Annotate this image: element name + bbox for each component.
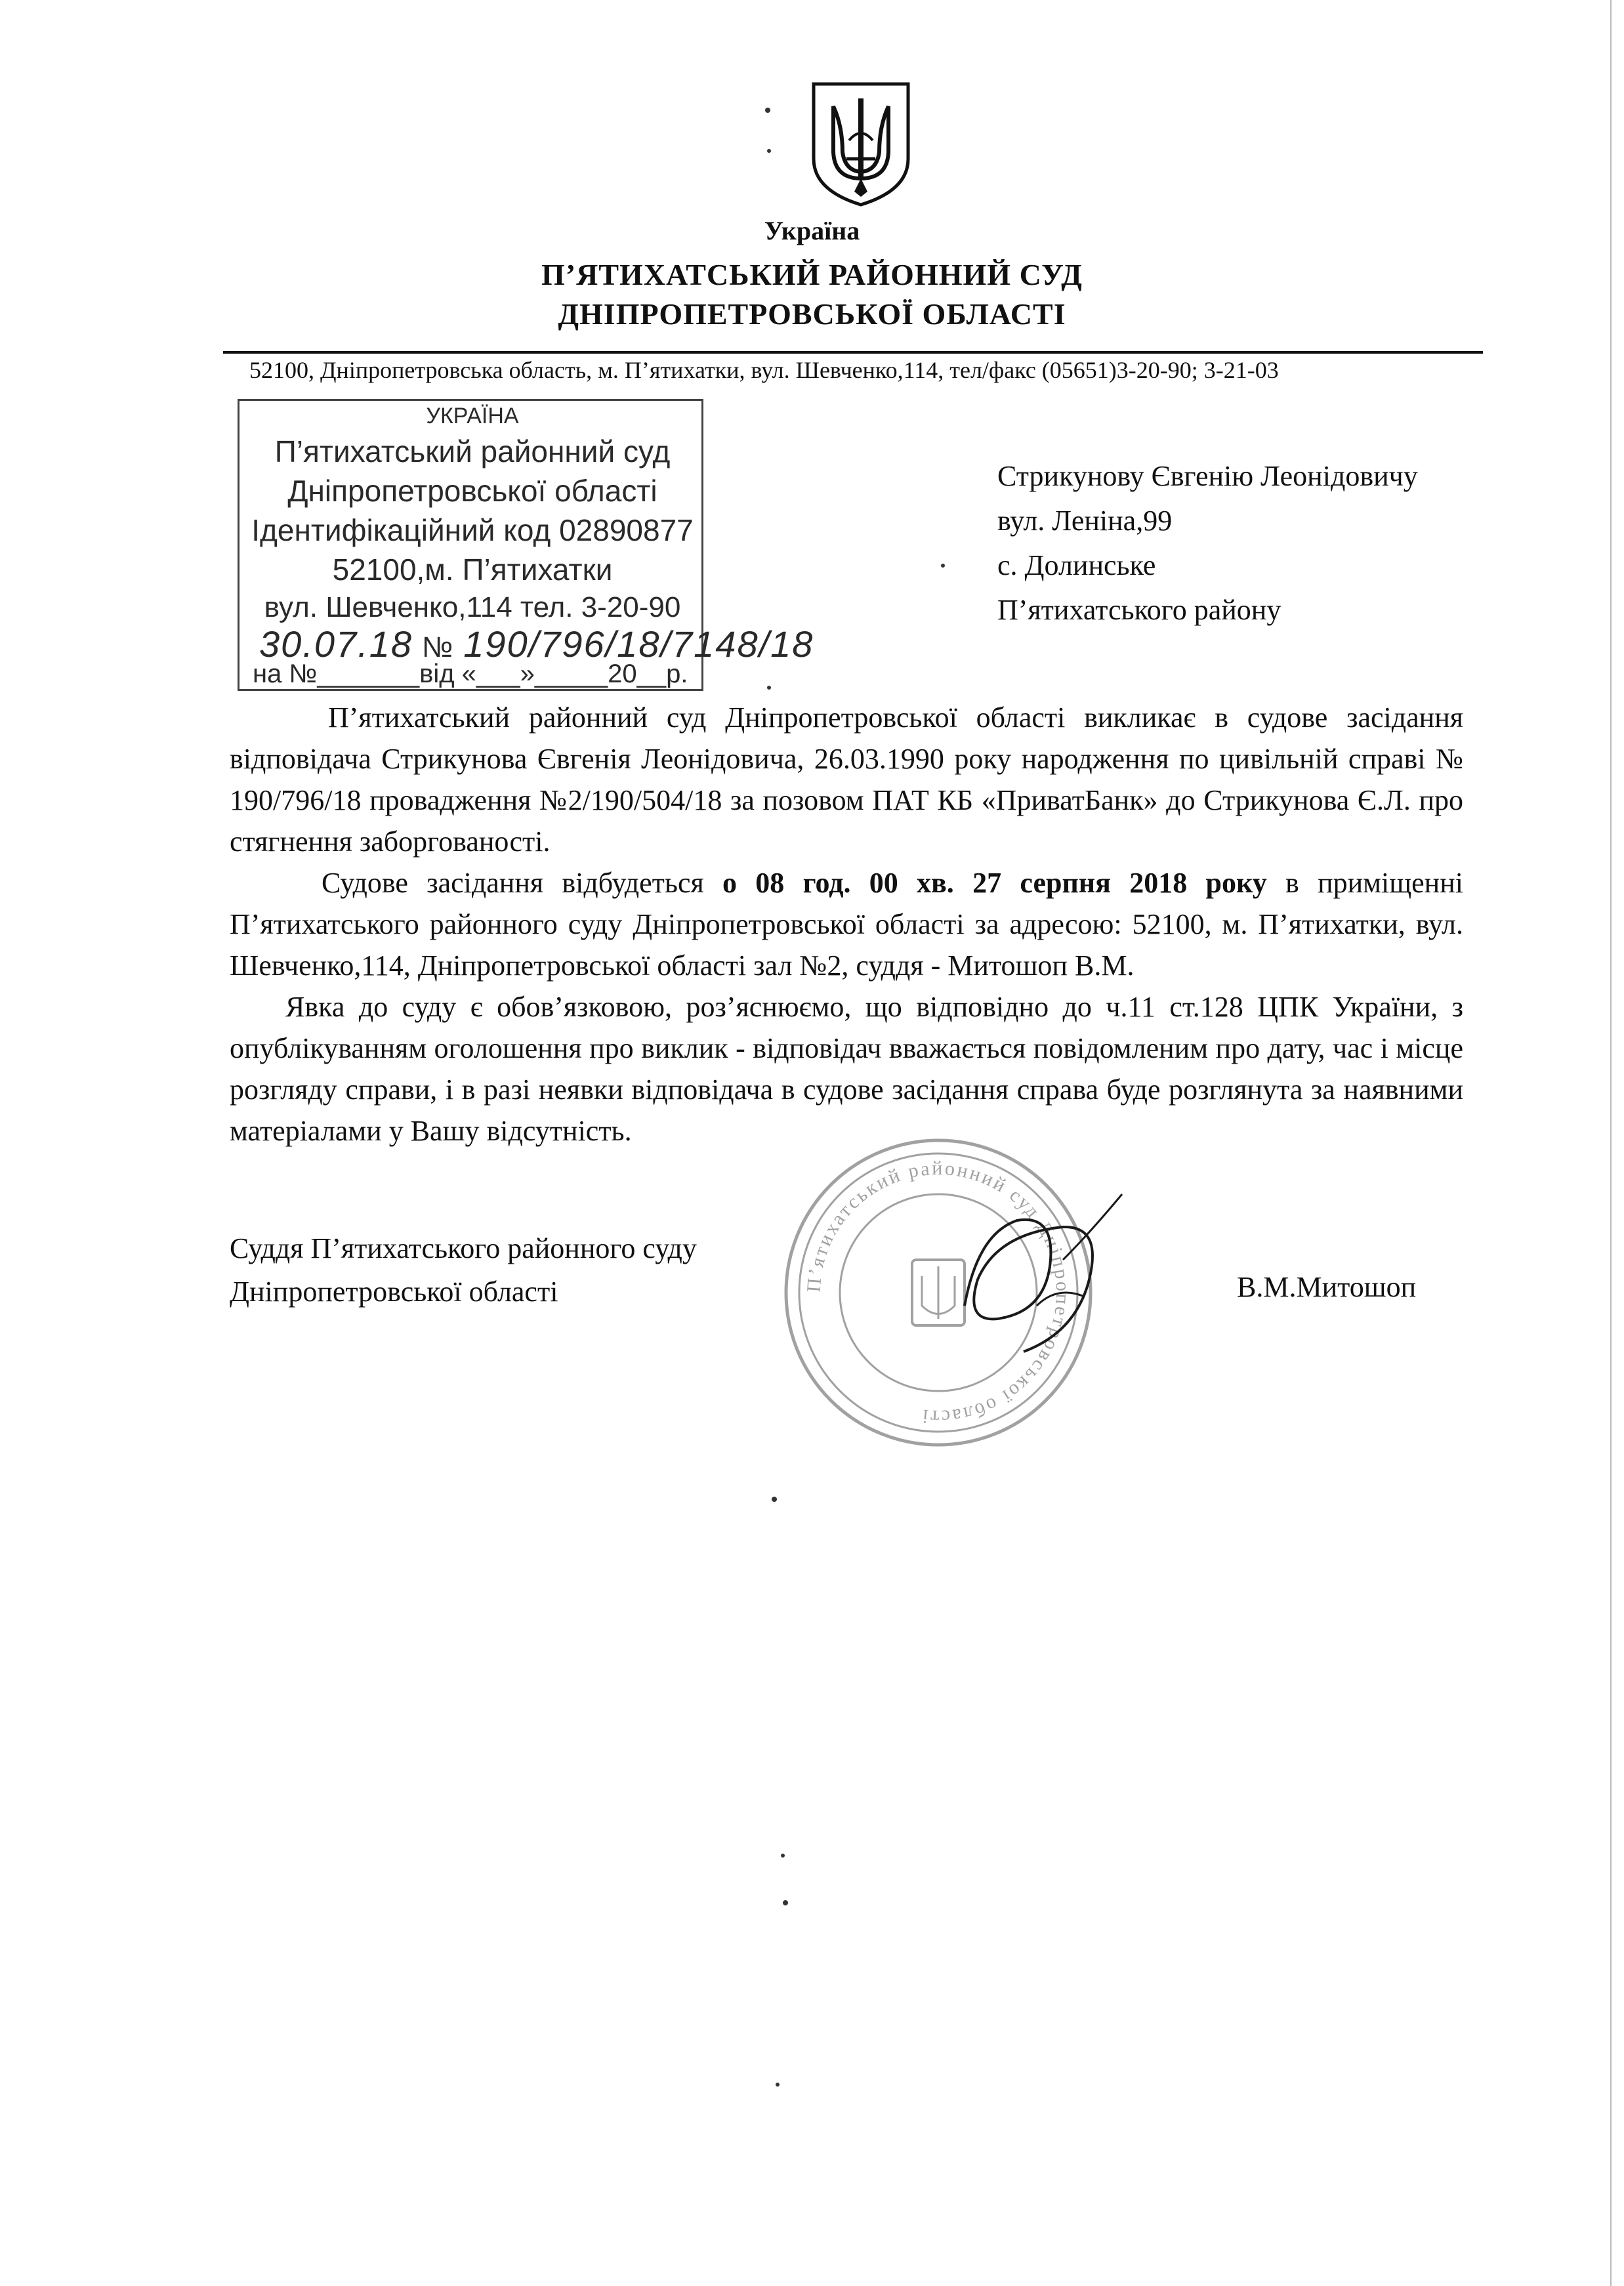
- recipient-village: с. Долинське: [997, 549, 1156, 581]
- stamp-number: 190/796/18/7148/18: [463, 623, 814, 665]
- court-name-line2: ДНІПРОПЕТРОВСЬКОЇ ОБЛАСТІ: [558, 297, 1066, 331]
- recipient-name: Стрикунову Євгенію Леонідовичу: [997, 460, 1418, 492]
- stamp-country: УКРАЇНА: [426, 404, 519, 428]
- recipient-district: П’ятихатського району: [997, 594, 1281, 626]
- hearing-location: в приміщенні П’ятихатського районного суду Дніпропетровської області за адресою: 52100, м. П’ятихатки, вул. Шевченко,114, Дніпропетровської області зал №2, суддя - Митошоп В.М.: [230, 867, 1463, 982]
- stamp-street: вул. Шевченко,114 тел. 3-20-90: [264, 591, 681, 623]
- stamp-reference: на №_______від «___»_____20__р.: [253, 659, 688, 688]
- judge-name: В.М.Митошоп: [1237, 1271, 1417, 1303]
- judge-title-line2: Дніпропетровської області: [230, 1276, 558, 1308]
- stamp-city: 52100,м. П’ятихатки: [332, 552, 613, 587]
- paragraph-attendance: Явка до суду є обов’язковою, роз’яснюємо, що відповідно до ч.11 ст.128 ЦПК України, з опублікуванням оголошення про виклик - відповідач вважається повідомленим про дату, час і місце розгляду справи, і в разі неявки відповідача в судове засідання справа буде розглянута за наявними матеріалами у Вашу відсутність.: [230, 991, 1463, 1147]
- hearing-intro: Судове засідання відбудеться: [322, 867, 722, 899]
- court-address: 52100, Дніпропетровська область, м. П’ятихатки, вул. Шевченко,114, тел/факс (05651)3-20-90; 3-21-03: [249, 357, 1279, 383]
- stamp-court: П’ятихатський районний суд: [274, 434, 671, 468]
- court-name-line1: П’ЯТИХАТСЬКИЙ РАЙОННИЙ СУД: [541, 258, 1083, 291]
- stamp-number-label: №: [421, 631, 455, 663]
- stamp-region: Дніпропетровської області: [287, 474, 657, 508]
- paragraph-summons: П’ятихатський районний суд Дніпропетровської області викликає в судове засідання відповідача Стрикунова Євгенія Леонідовича, 26.03.1990 року народження по цивільній справі № 190/796/18 провадження №2/190/504/18 за позовом ПАТ КБ «ПриватБанк» до Стрикунова Є.Л. про стягнення заборгованості.: [230, 701, 1463, 858]
- judge-title-line1: Суддя П’ятихатського районного суду: [230, 1232, 697, 1264]
- stamp-date: 30.07.18: [259, 623, 413, 665]
- stamp-id-code: Ідентифікаційний код 02890877: [251, 513, 694, 547]
- hearing-datetime: о 08 год. 00 хв. 27 серпня 2018 року: [722, 867, 1267, 899]
- country-name: Україна: [764, 216, 860, 245]
- recipient-street: вул. Леніна,99: [997, 505, 1173, 537]
- seal-text: П’ятихатський районний суд Дніпропетровської області: [802, 1157, 1074, 1428]
